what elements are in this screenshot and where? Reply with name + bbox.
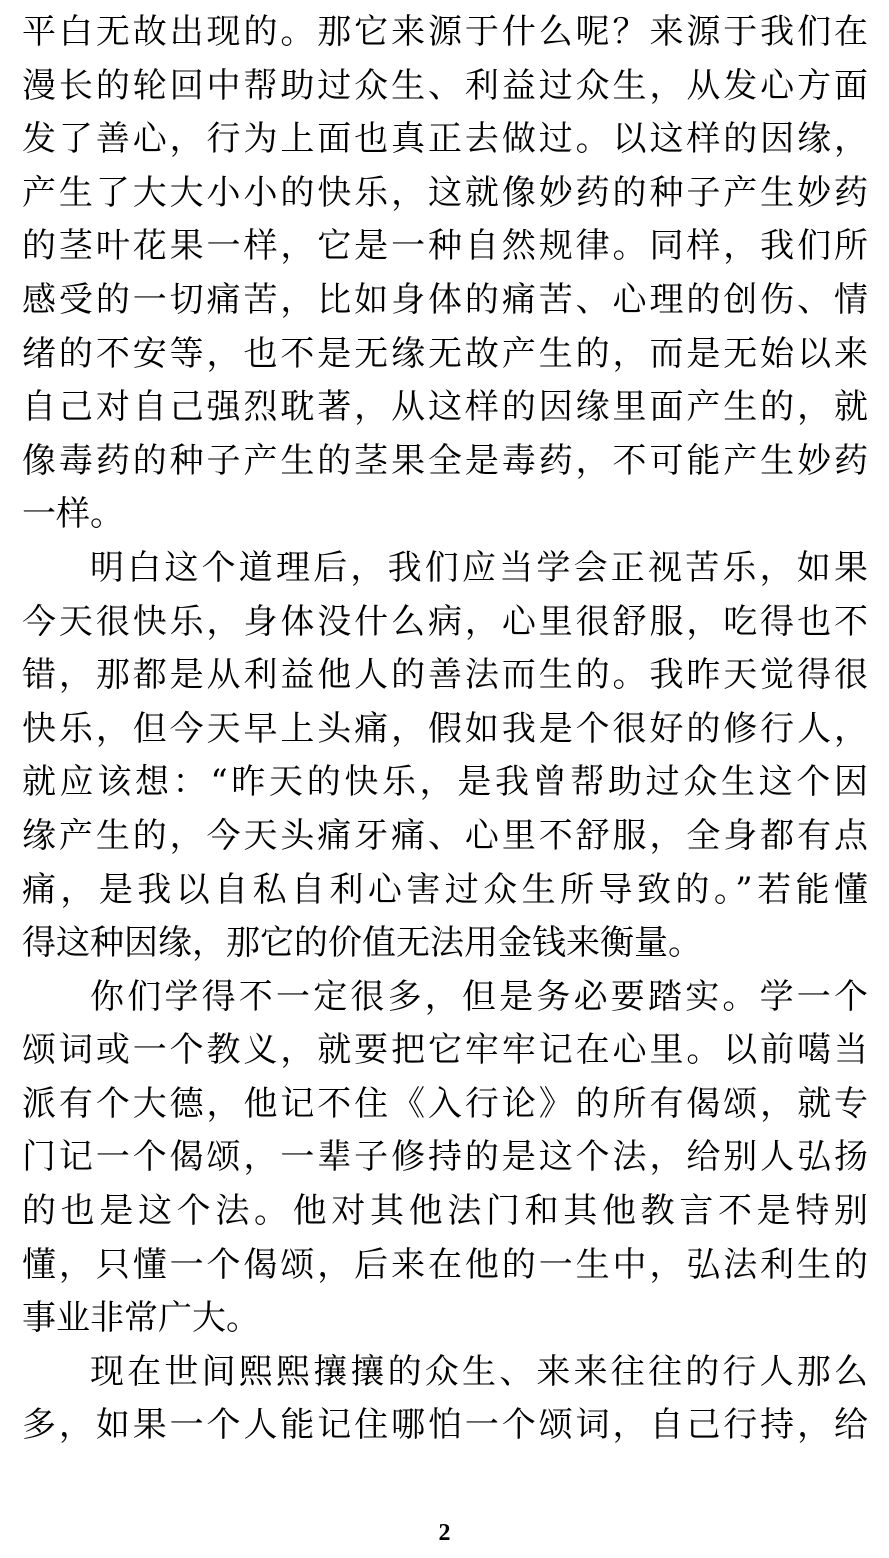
paragraph (22, 1346, 868, 1453)
text-line: 派有个大德，他记不住《入行论》的所有偈颂，就专 (22, 1083, 868, 1124)
paragraph (22, 6, 868, 542)
text-line: 你们学得不一定很多，但是务必要踏实。学一个 (90, 976, 868, 1017)
text-line: 得这种因缘，那它的价值无法用金钱来衡量。 (22, 923, 702, 964)
text-line: 的也是这个法。他对其他法门和其他教言不是特别 (22, 1191, 868, 1232)
text-line: 多，如果一个人能记住哪怕一个颂词，自己行持，给 (22, 1405, 868, 1446)
text-line: 就应该想：“昨天的快乐，是我曾帮助过众生这个因 (22, 762, 868, 803)
paragraph (22, 971, 868, 1346)
text-line: 自己对自己强烈耽著，从这样的因缘里面产生的，就 (22, 387, 868, 428)
page-number: 2 (438, 1520, 451, 1546)
text-line: 绪的不安等，也不是无缘无故产生的，而是无始以来 (22, 333, 868, 374)
text-line: 懂，只懂一个偈颂，后来在他的一生中，弘法利生的 (22, 1244, 868, 1285)
text-line: 快乐，但今天早上头痛，假如我是个很好的修行人， (22, 708, 868, 749)
text-line: 明白这个道理后，我们应当学会正视苦乐，如果 (90, 547, 868, 588)
text-line: 颂词或一个教义，就要把它牢牢记在心里。以前噶当 (22, 1030, 868, 1071)
text-line: 现在世间熙熙攘攘的众生、来来往往的行人那么 (90, 1351, 868, 1392)
text-line: 今天很快乐，身体没什么病，心里很舒服，吃得也不 (22, 601, 868, 642)
body-text (22, 6, 868, 1453)
text-line: 平白无故出现的。那它来源于什么呢？来源于我们在 (22, 12, 868, 52)
paragraph (22, 542, 868, 971)
text-line: 痛，是我以自私自利心害过众生所导致的。”若能懂 (22, 869, 868, 910)
text-line: 事业非常广大。 (22, 1298, 260, 1339)
text-line: 漫长的轮回中帮助过众生、利益过众生，从发心方面 (22, 65, 868, 106)
text-line: 发了善心，行为上面也真正去做过。以这样的因缘， (22, 119, 868, 160)
text-line: 感受的一切痛苦，比如身体的痛苦、心理的创伤、情 (22, 279, 868, 320)
text-line: 像毒药的种子产生的茎果全是毒药，不可能产生妙药 (22, 440, 868, 481)
text-line: 产生了大大小小的快乐，这就像妙药的种子产生妙药 (22, 172, 868, 213)
text-line: 缘产生的，今天头痛牙痛、心里不舒服，全身都有点 (22, 815, 868, 856)
text-line: 的茎叶花果一样，它是一种自然规律。同样，我们所 (22, 226, 868, 267)
text-line: 一样。 (22, 494, 124, 535)
text-line: 错，那都是从利益他人的善法而生的。我昨天觉得很 (22, 655, 868, 696)
text-line: 门记一个偈颂，一辈子修持的是这个法，给别人弘扬 (22, 1137, 868, 1178)
